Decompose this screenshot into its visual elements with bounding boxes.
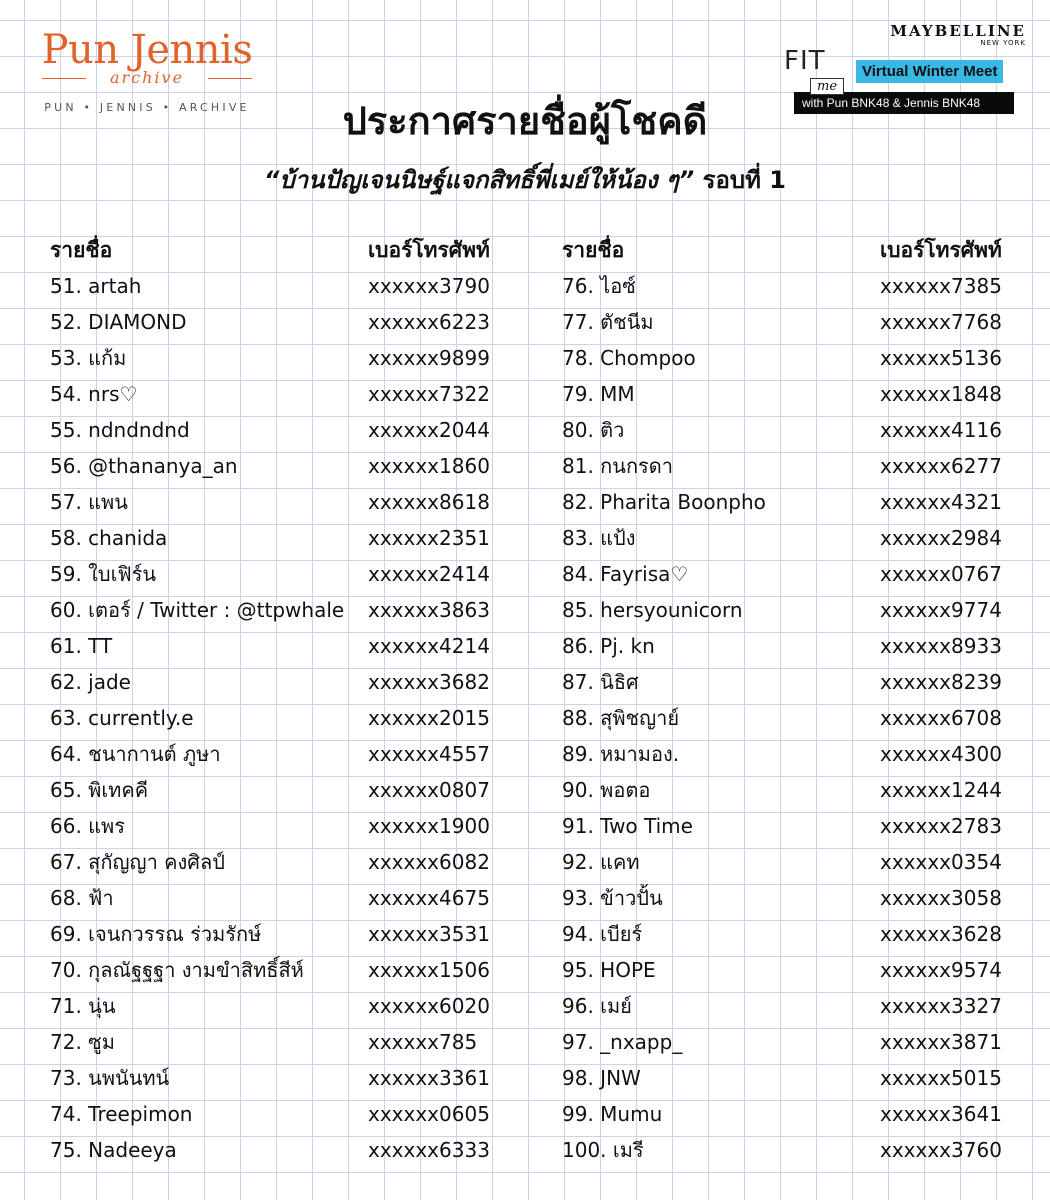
table-row — [562, 556, 1012, 592]
table-row — [562, 304, 1012, 340]
winners-column-right — [562, 230, 1012, 1168]
winner-name: 69. เจนกวรรณ ร่วมรักษ์ — [50, 922, 262, 946]
winner-name: 56. @thananya_an — [50, 454, 238, 478]
winner-name: 88. สุพิชญาย์ — [562, 706, 680, 730]
winner-name: 51. artah — [50, 274, 142, 298]
winner-phone: xxxxxx5136 — [880, 346, 1002, 370]
winner-name: 67. สุกัญญา คงศิลป์ — [50, 850, 225, 874]
winner-phone: xxxxxx3790 — [368, 274, 490, 298]
winner-name: 94. เบียร์ — [562, 922, 643, 946]
winner-phone: xxxxxx6082 — [368, 850, 490, 874]
winner-name: 86. Pj. kn — [562, 634, 655, 658]
winner-name: 52. DIAMOND — [50, 310, 187, 334]
table-row — [50, 700, 510, 736]
table-row — [562, 1096, 1012, 1132]
winner-name: 62. jade — [50, 670, 131, 694]
subtitle-quote: “บ้านปัญเจนนิษฐ์แจกสิทธิ์พี่เมย์ให้น้อง ๆ” — [263, 166, 695, 194]
winner-phone: xxxxxx4214 — [368, 634, 490, 658]
table-row — [50, 520, 510, 556]
phone-header: เบอร์โทรศัพท์ — [368, 238, 490, 262]
winner-name: 77. ตัชนีม — [562, 310, 654, 334]
table-row — [562, 592, 1012, 628]
winners-list-left — [50, 268, 510, 1168]
winner-name: 93. ข้าวปั้น — [562, 886, 663, 910]
table-row — [50, 988, 510, 1024]
table-row — [50, 448, 510, 484]
winner-phone: xxxxxx0605 — [368, 1102, 490, 1126]
table-row — [562, 340, 1012, 376]
winner-name: 65. พิเทคคี — [50, 778, 149, 802]
winner-phone: xxxxxx0767 — [880, 562, 1002, 586]
subtitle-round: รอบที่ 1 — [702, 166, 787, 194]
winner-phone: xxxxxx0354 — [880, 850, 1002, 874]
winner-phone: xxxxxx7768 — [880, 310, 1002, 334]
winner-name: 85. hersyounicorn — [562, 598, 743, 622]
winner-phone: xxxxxx8618 — [368, 490, 490, 514]
winner-phone: xxxxxx2783 — [880, 814, 1002, 838]
winner-name: 53. แก้ม — [50, 346, 127, 370]
winner-phone: xxxxxx2984 — [880, 526, 1002, 550]
winner-phone: xxxxxx7322 — [368, 382, 490, 406]
event-fit: FIT — [784, 46, 826, 76]
name-header: รายชื่อ — [562, 238, 625, 262]
winner-phone: xxxxxx6708 — [880, 706, 1002, 730]
winners-column-left — [50, 230, 510, 1168]
winners-list-right — [562, 268, 1012, 1168]
winner-phone: xxxxxx4557 — [368, 742, 490, 766]
event-title: Virtual Winter Meet — [856, 60, 1003, 83]
winner-name: 74. Treepimon — [50, 1102, 193, 1126]
table-row — [562, 628, 1012, 664]
table-row — [50, 916, 510, 952]
winner-name: 95. HOPE — [562, 958, 656, 982]
winner-name: 99. Mumu — [562, 1102, 663, 1126]
winner-phone: xxxxxx2351 — [368, 526, 490, 550]
winner-name: 100. เมรี — [562, 1138, 644, 1162]
event-me: me — [810, 78, 844, 95]
winner-phone: xxxxxx3760 — [880, 1138, 1002, 1162]
event-with: with Pun BNK48 & Jennis BNK48 — [794, 92, 1014, 114]
winner-name: 72. ซูม — [50, 1030, 115, 1054]
winner-phone: xxxxxx5015 — [880, 1066, 1002, 1090]
table-row — [50, 592, 510, 628]
winner-phone: xxxxxx4321 — [880, 490, 1002, 514]
winner-phone: xxxxxx2044 — [368, 418, 490, 442]
winner-phone: xxxxxx6333 — [368, 1138, 490, 1162]
winner-name: 81. กนกรดา — [562, 454, 674, 478]
winner-name: 66. แพร — [50, 814, 125, 838]
winner-phone: xxxxxx4116 — [880, 418, 1002, 442]
winner-phone: xxxxxx9774 — [880, 598, 1002, 622]
divider — [42, 78, 86, 79]
winner-phone: xxxxxx1860 — [368, 454, 490, 478]
table-row — [50, 268, 510, 304]
winner-phone: xxxxxx0807 — [368, 778, 490, 802]
winner-name: 71. นุ่น — [50, 994, 116, 1018]
table-row — [562, 808, 1012, 844]
table-row — [562, 448, 1012, 484]
table-row — [50, 1132, 510, 1168]
table-row — [50, 484, 510, 520]
winner-phone: xxxxxx9574 — [880, 958, 1002, 982]
table-row — [562, 916, 1012, 952]
table-row — [50, 664, 510, 700]
winner-name: 96. เมย์ — [562, 994, 632, 1018]
winner-phone: xxxxxx4300 — [880, 742, 1002, 766]
winner-name: 90. พอตอ — [562, 778, 651, 802]
winner-phone: xxxxxx7385 — [880, 274, 1002, 298]
table-row — [50, 1024, 510, 1060]
winner-phone: xxxxxx8933 — [880, 634, 1002, 658]
table-row — [562, 844, 1012, 880]
table-row — [562, 880, 1012, 916]
winner-name: 70. กุลณัฐฐฐา งามขำสิทธิ์สีห์ — [50, 958, 304, 982]
winner-phone: xxxxxx3641 — [880, 1102, 1002, 1126]
winner-name: 68. ฟ้า — [50, 886, 114, 910]
brand-script-text: archive — [109, 68, 185, 87]
winner-name: 79. MM — [562, 382, 635, 406]
winner-phone: xxxxxx3327 — [880, 994, 1002, 1018]
table-row — [562, 736, 1012, 772]
winner-phone: xxxxxx2015 — [368, 706, 490, 730]
table-row — [50, 880, 510, 916]
table-row — [562, 1132, 1012, 1168]
table-row — [562, 988, 1012, 1024]
winner-name: 97. _nxapp_ — [562, 1030, 683, 1054]
winner-phone: xxxxxx1848 — [880, 382, 1002, 406]
phone-header: เบอร์โทรศัพท์ — [880, 238, 1002, 262]
winner-name: 83. แป้ง — [562, 526, 636, 550]
winner-phone: xxxxxx1900 — [368, 814, 490, 838]
divider — [208, 78, 252, 79]
winner-phone: xxxxxx4675 — [368, 886, 490, 910]
winner-phone: xxxxxx6277 — [880, 454, 1002, 478]
winner-name: 80. ติว — [562, 418, 625, 442]
winner-phone: xxxxxx3628 — [880, 922, 1002, 946]
winner-phone: xxxxxx1244 — [880, 778, 1002, 802]
table-row — [562, 700, 1012, 736]
winner-phone: xxxxxx3871 — [880, 1030, 1002, 1054]
winner-name: 54. nrs♡ — [50, 382, 138, 406]
winner-phone: xxxxxx3361 — [368, 1066, 490, 1090]
page-title: ประกาศรายชื่อผู้โชคดี — [342, 99, 708, 143]
table-row — [562, 1024, 1012, 1060]
winner-name: 55. ndndndnd — [50, 418, 190, 442]
table-row — [562, 268, 1012, 304]
winner-phone: xxxxxx3682 — [368, 670, 490, 694]
table-row — [562, 664, 1012, 700]
winner-name: 75. Nadeeya — [50, 1138, 177, 1162]
brand-title: Pun Jennis — [41, 27, 253, 73]
brand-script — [22, 68, 272, 87]
table-row — [50, 772, 510, 808]
winner-name: 98. JNW — [562, 1066, 641, 1090]
table-row — [562, 952, 1012, 988]
table-row — [50, 556, 510, 592]
table-row — [562, 1060, 1012, 1096]
winner-name: 61. TT — [50, 634, 113, 658]
winner-name: 92. แคท — [562, 850, 640, 874]
winner-phone: xxxxxx6020 — [368, 994, 490, 1018]
brand-tagline: PUN • JENNIS • ARCHIVE — [44, 101, 250, 114]
winner-name: 82. Pharita Boonpho — [562, 490, 766, 514]
winner-phone: xxxxxx3058 — [880, 886, 1002, 910]
table-row — [50, 1096, 510, 1132]
table-row — [50, 304, 510, 340]
table-row — [50, 736, 510, 772]
table-row — [50, 628, 510, 664]
winner-name: 91. Two Time — [562, 814, 693, 838]
winner-name: 57. แพน — [50, 490, 128, 514]
winner-name: 59. ใบเฟิร์น — [50, 562, 157, 586]
winner-phone: xxxxxx785 — [368, 1030, 478, 1054]
winner-phone: xxxxxx3531 — [368, 922, 490, 946]
winner-name: 78. Chompoo — [562, 346, 696, 370]
winner-name: 73. นพนันทน์ — [50, 1066, 170, 1090]
table-row — [50, 952, 510, 988]
table-row — [562, 484, 1012, 520]
winner-phone: xxxxxx6223 — [368, 310, 490, 334]
table-row — [50, 412, 510, 448]
table-row — [562, 520, 1012, 556]
winner-phone: xxxxxx1506 — [368, 958, 490, 982]
winner-name: 84. Fayrisa♡ — [562, 562, 689, 586]
table-row — [50, 808, 510, 844]
table-row — [50, 376, 510, 412]
winner-name: 64. ชนากานต์ ภูษา — [50, 742, 221, 766]
winner-phone: xxxxxx9899 — [368, 346, 490, 370]
winner-name: 60. เตอร์ / Twitter : @ttpwhale — [50, 598, 345, 622]
table-row — [562, 772, 1012, 808]
column-header — [562, 230, 1012, 268]
sponsor-sub: NEW YORK — [980, 39, 1026, 47]
table-row — [50, 1060, 510, 1096]
winner-phone: xxxxxx8239 — [880, 670, 1002, 694]
winner-name: 89. หมามอง. — [562, 742, 680, 766]
winner-name: 58. chanida — [50, 526, 168, 550]
table-row — [562, 376, 1012, 412]
name-header: รายชื่อ — [50, 238, 113, 262]
table-row — [562, 412, 1012, 448]
winner-phone: xxxxxx2414 — [368, 562, 490, 586]
table-row — [50, 340, 510, 376]
winner-name: 76. ไอซ์ — [562, 274, 636, 298]
page-subtitle — [0, 160, 1050, 199]
winner-phone: xxxxxx3863 — [368, 598, 490, 622]
winner-name: 87. นิธิศ — [562, 670, 639, 694]
winner-name: 63. currently.e — [50, 706, 194, 730]
sponsor-name: MAYBELLINE — [890, 22, 1026, 40]
column-header — [50, 230, 510, 268]
table-row — [50, 844, 510, 880]
